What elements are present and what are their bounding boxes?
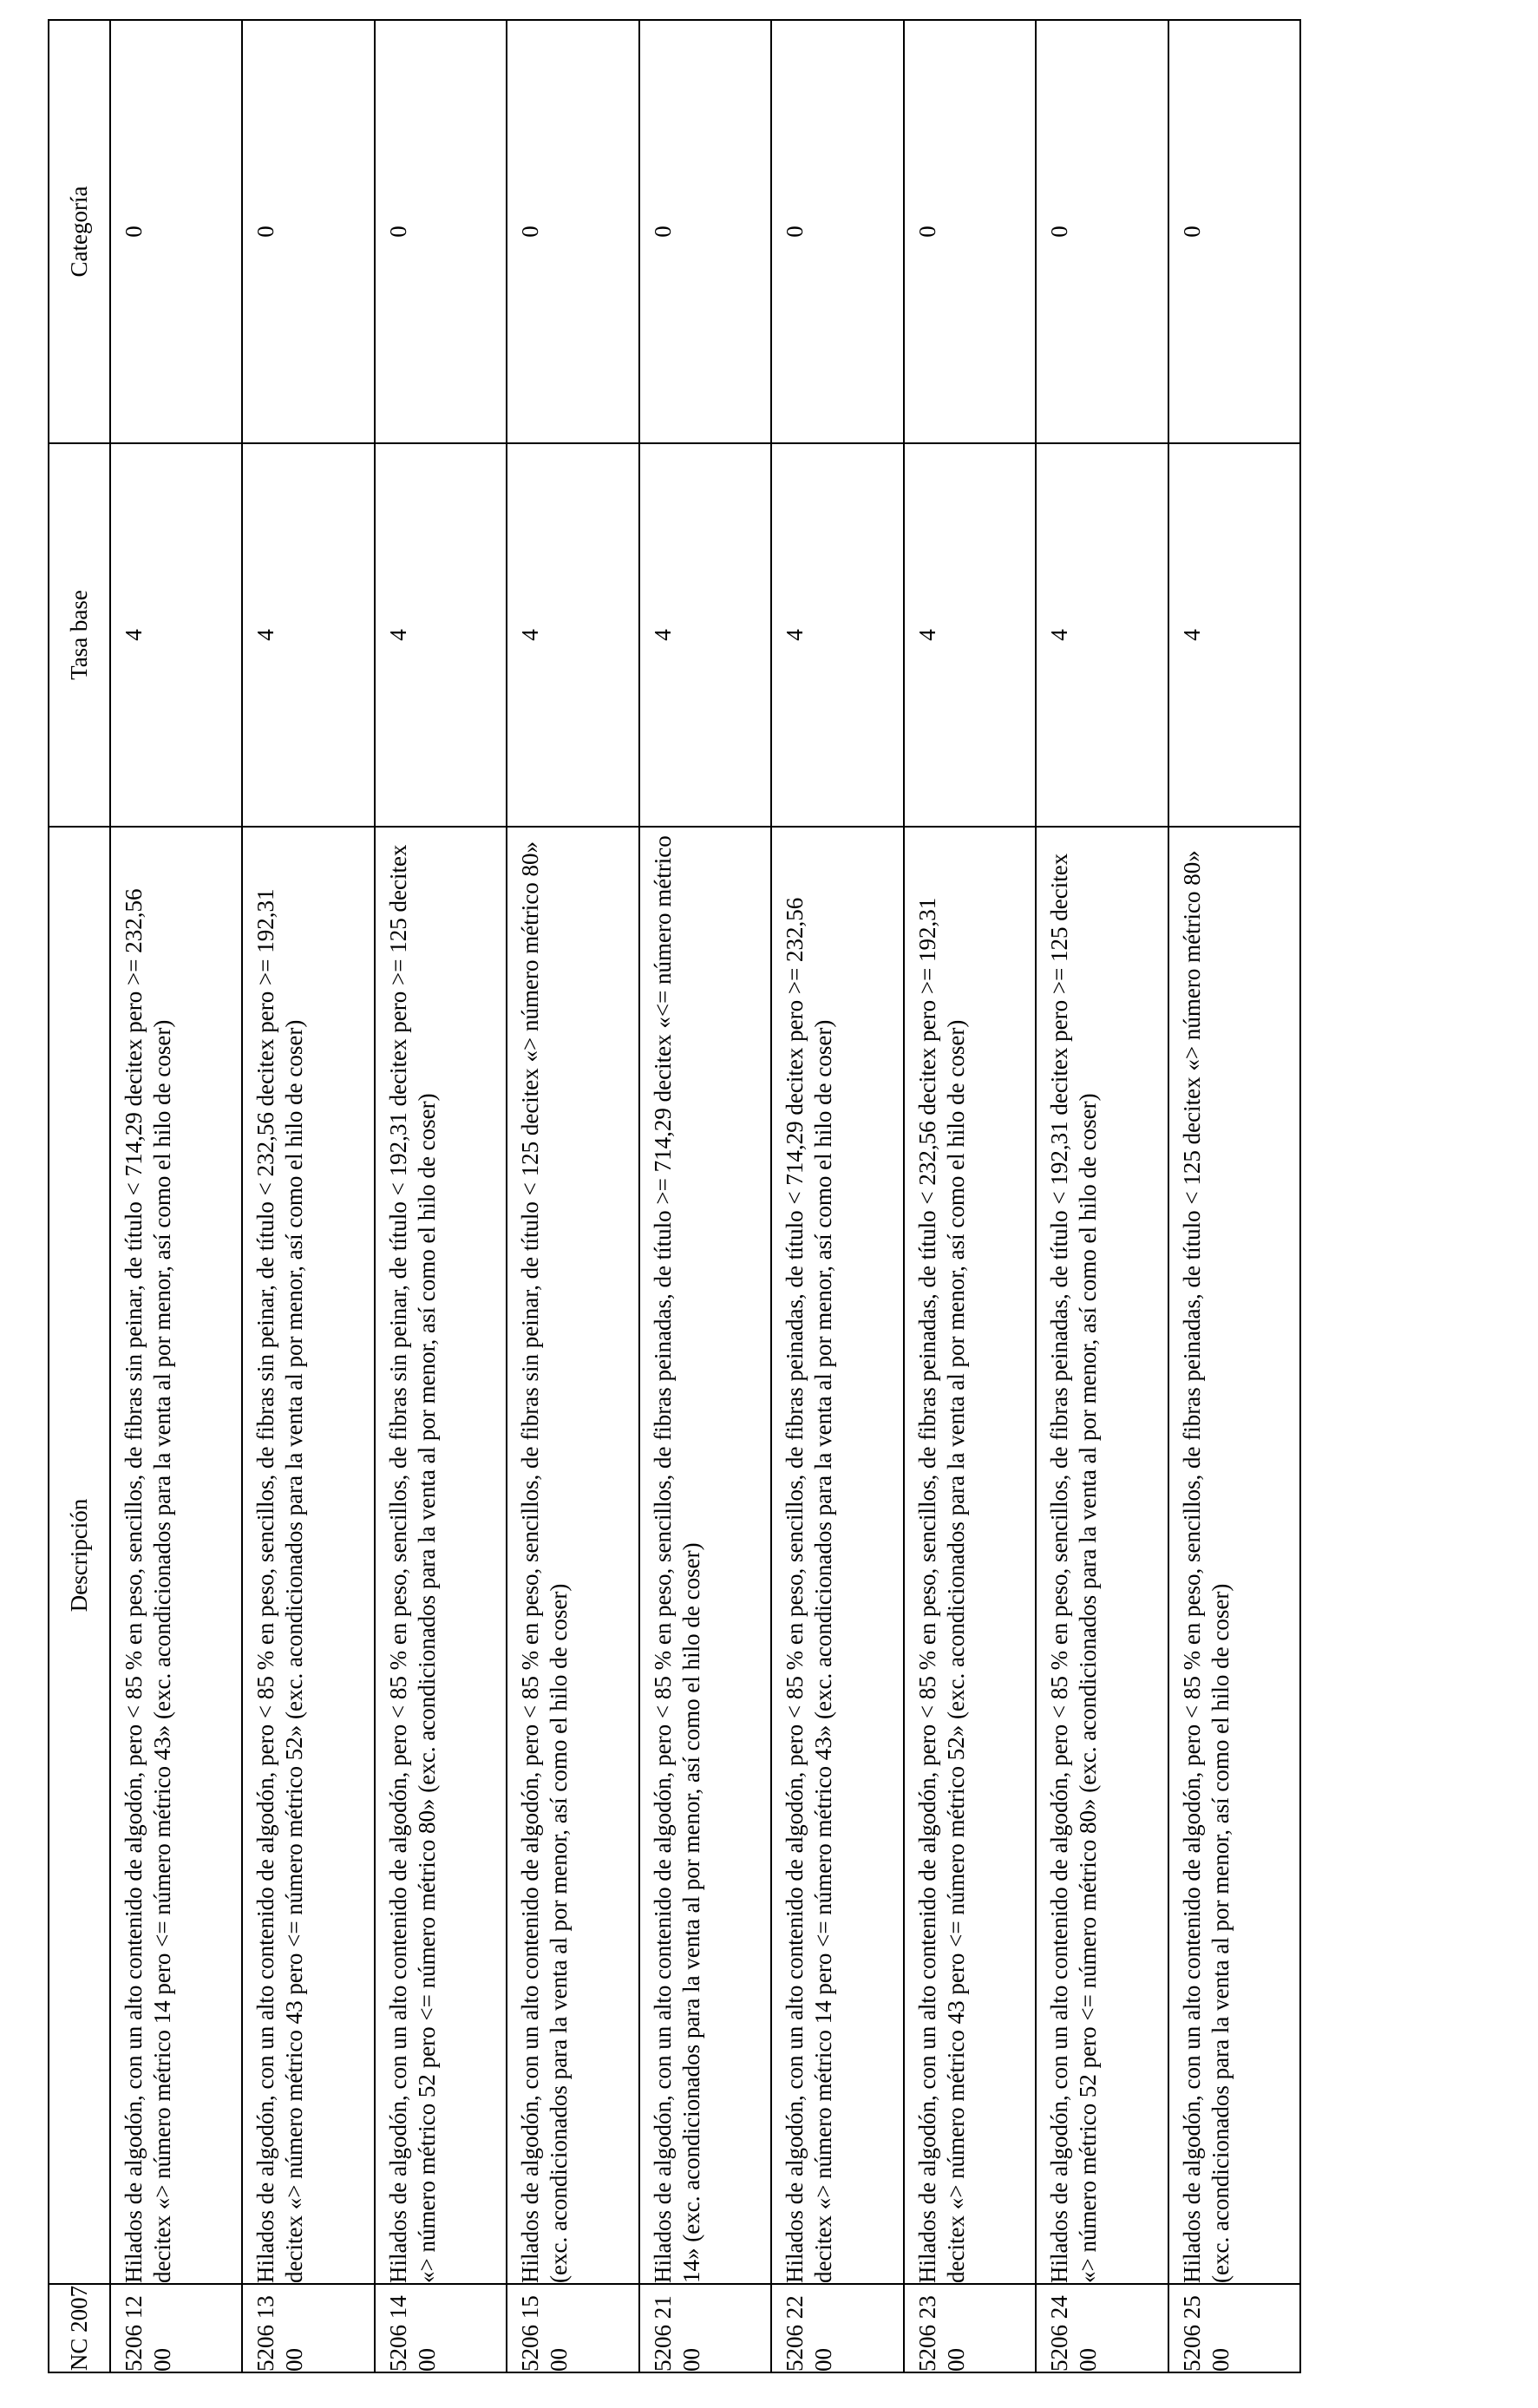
nc-code-cell: 5206 24 00 [1036,2284,1168,2372]
nc-code-cell: 5206 21 00 [639,2284,771,2372]
description-cell: Hilados de algodón, con un alto contenido de algodón, pero < 85 % en peso, sencillos, de fibras sin peinar, de título < 192,31 decitex pero >= 125 decitex «> número métrico 52 pero <= número métrico 80» (exc. acondicionados para la venta al por menor, así como el hilo de coser) [375,827,507,2284]
table-row [904,20,1036,2372]
description-cell: Hilados de algodón, con un alto contenido de algodón, pero < 85 % en peso, sencillos, de fibras sin peinar, de título < 125 decitex «> número métrico 80» (exc. acondicionados para la venta al por menor, así como el hilo de coser) [507,827,638,2284]
description-cell: Hilados de algodón, con un alto contenido de algodón, pero < 85 % en peso, sencillos, de fibras peinadas, de título < 714,29 decitex pero >= 232,56 decitex «> número métrico 14 pero <= número métrico 43» (exc. acondicionados para la venta al por menor, así como el hilo de coser) [771,827,903,2284]
table-row [375,20,507,2372]
description-cell: Hilados de algodón, con un alto contenido de algodón, pero < 85 % en peso, sencillos, de fibras sin peinar, de título < 232,56 decitex pero >= 192,31 decitex «> número métrico 43 pero <= número métrico 52» (exc. acondicionados para la venta al por menor, así como el hilo de coser) [242,827,374,2284]
header-row [49,20,110,2372]
column-header-categoria: Categoría [49,20,110,443]
base-rate-cell: 4 [771,443,903,827]
base-rate-cell: 4 [904,443,1036,827]
table-row [242,20,374,2372]
column-header-descripcion: Descripción [49,827,110,2284]
nc-code-cell: 5206 12 00 [110,2284,242,2372]
nc-code-cell: 5206 22 00 [771,2284,903,2372]
category-cell: 0 [904,20,1036,443]
table-row [1036,20,1168,2372]
rotated-page [48,21,1301,2373]
base-rate-cell: 4 [375,443,507,827]
base-rate-cell: 4 [110,443,242,827]
table-row [110,20,242,2372]
category-cell: 0 [242,20,374,443]
column-header-tasa-base: Tasa base [49,443,110,827]
table-row [1168,20,1301,2372]
nc-code-cell: 5206 25 00 [1168,2284,1301,2372]
column-header-nc-2007: NC 2007 [49,2284,110,2372]
description-cell: Hilados de algodón, con un alto contenido de algodón, pero < 85 % en peso, sencillos, de fibras peinadas, de título >= 714,29 decitex «<= número métrico 14» (exc. acondicionados para la venta al por menor, así como el hilo de coser) [639,827,771,2284]
category-cell: 0 [1036,20,1168,443]
base-rate-cell: 4 [242,443,374,827]
category-cell: 0 [507,20,638,443]
base-rate-cell: 4 [639,443,771,827]
nc-code-cell: 5206 14 00 [375,2284,507,2372]
table-row [771,20,903,2372]
nc-code-cell: 5206 23 00 [904,2284,1036,2372]
table-row [639,20,771,2372]
description-cell: Hilados de algodón, con un alto contenido de algodón, pero < 85 % en peso, sencillos, de fibras sin peinar, de título < 714,29 decitex pero >= 232,56 decitex «> número métrico 14 pero <= número métrico 43» (exc. acondicionados para la venta al por menor, así como el hilo de coser) [110,827,242,2284]
category-cell: 0 [110,20,242,443]
nc-code-cell: 5206 13 00 [242,2284,374,2372]
base-rate-cell: 4 [1168,443,1301,827]
category-cell: 0 [639,20,771,443]
nc-code-cell: 5206 15 00 [507,2284,638,2372]
category-cell: 0 [375,20,507,443]
base-rate-cell: 4 [507,443,638,827]
category-cell: 0 [1168,20,1301,443]
base-rate-cell: 4 [1036,443,1168,827]
category-cell: 0 [771,20,903,443]
tariff-table [48,19,1301,2373]
description-cell: Hilados de algodón, con un alto contenido de algodón, pero < 85 % en peso, sencillos, de fibras peinadas, de título < 192,31 decitex pero >= 125 decitex «> número métrico 52 pero <= número métrico 80» (exc. acondicionados para la venta al por menor, así como el hilo de coser) [1036,827,1168,2284]
description-cell: Hilados de algodón, con un alto contenido de algodón, pero < 85 % en peso, sencillos, de fibras peinadas, de título < 232,56 decitex pero >= 192,31 decitex «> número métrico 43 pero <= número métrico 52» (exc. acondicionados para la venta al por menor, así como el hilo de coser) [904,827,1036,2284]
table-row [507,20,638,2372]
description-cell: Hilados de algodón, con un alto contenido de algodón, pero < 85 % en peso, sencillos, de fibras peinadas, de título < 125 decitex «> número métrico 80» (exc. acondicionados para la venta al por menor, así como el hilo de coser) [1168,827,1301,2284]
